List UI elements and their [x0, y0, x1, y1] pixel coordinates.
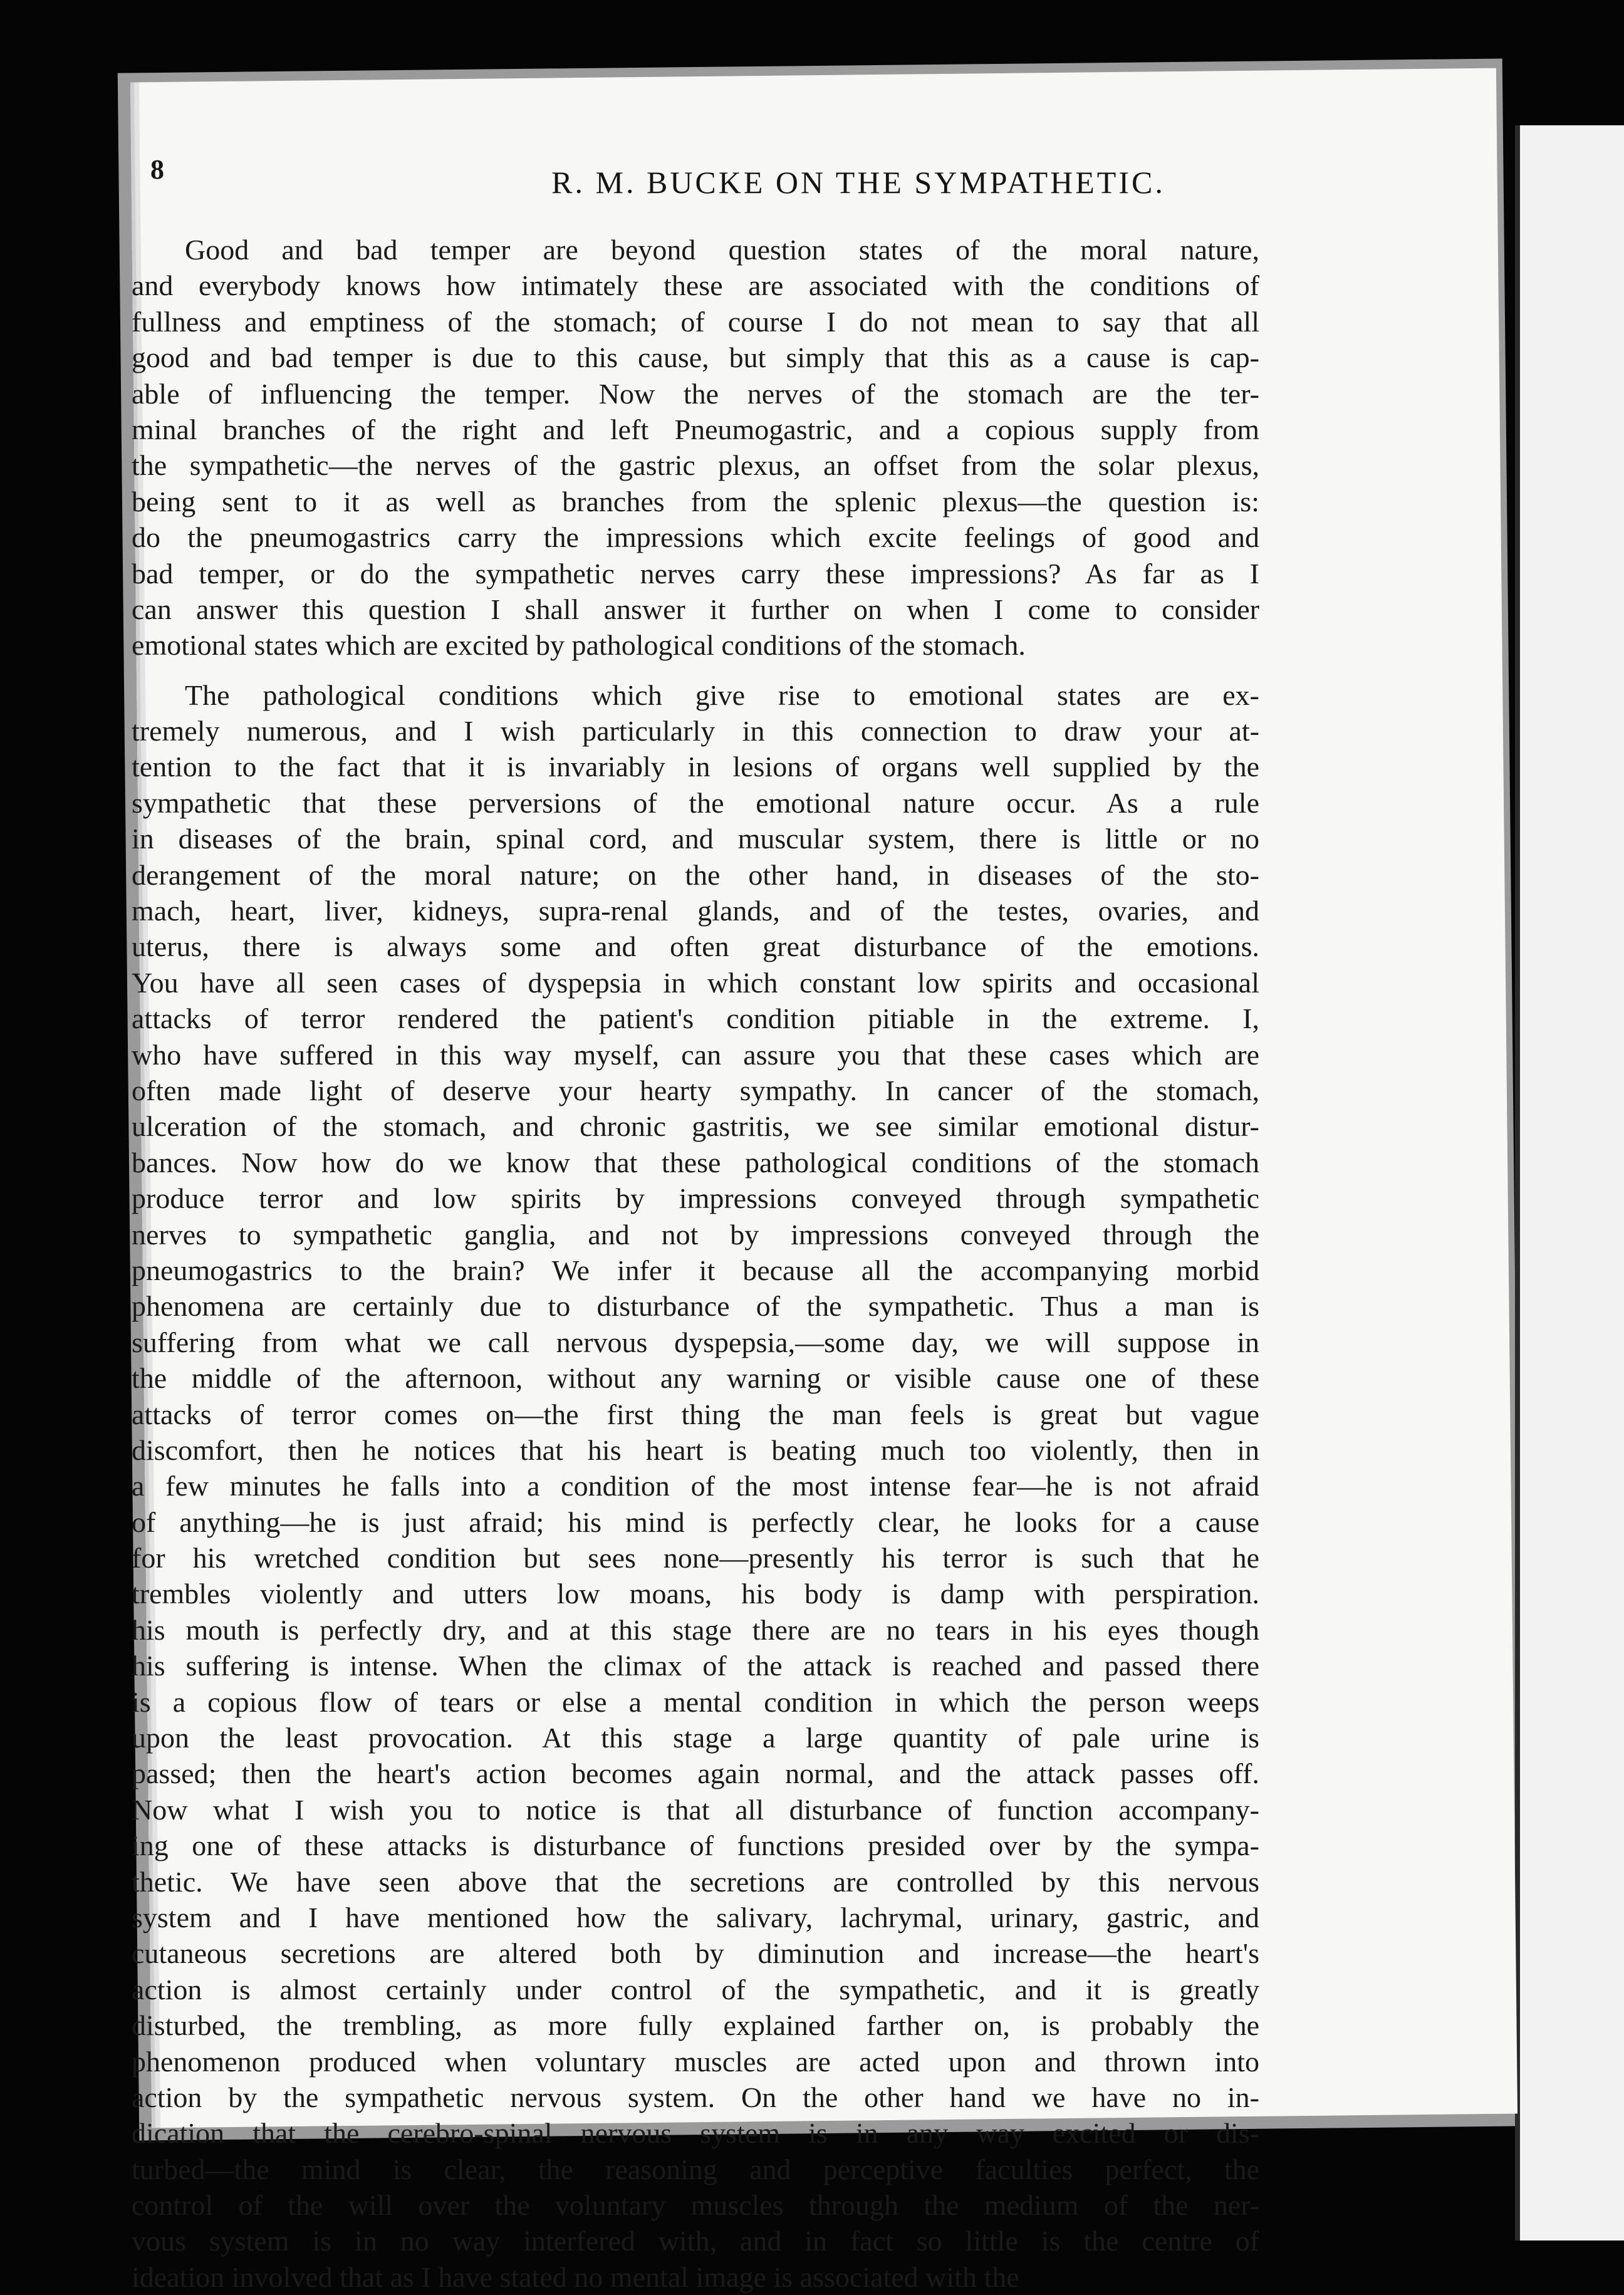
page-number: 8 — [150, 154, 164, 185]
paragraph — [132, 677, 1259, 2295]
text-line: sympathetic that these perversions of the emotional nature occur. As a rule — [132, 786, 1259, 819]
text-line: nerves to sympathetic ganglia, and not by impressions conveyed through the — [132, 1218, 1259, 1251]
text-line: Now what I wish you to notice is that all disturbance of function accompany- — [132, 1793, 1259, 1826]
running-head: R. M. BUCKE ON THE SYMPATHETIC. — [551, 165, 1165, 200]
text-line: uterus, there is always some and often great disturbance of the emotions. — [132, 930, 1259, 963]
text-line: upon the least provocation. At this stage a large quantity of pale urine is — [132, 1722, 1259, 1754]
text-line: fullness and emptiness of the stomach; of course I do not mean to say that all — [132, 305, 1259, 338]
text-line: his suffering is intense. When the climax of the attack is reached and passed there — [132, 1650, 1259, 1682]
text-line: control of the will over the voluntary muscles through the medium of the ner- — [132, 2189, 1259, 2222]
text-line: is a copious flow of tears or else a mental condition in which the person weeps — [132, 1685, 1259, 1718]
text-line: bances. Now how do we know that these pathological conditions of the stomach — [132, 1146, 1259, 1179]
text-line: dication that the cerebro-spinal nervous system is in any way excited or dis- — [132, 2117, 1259, 2150]
text-line: of anything—he is just afraid; his mind is perfectly clear, he looks for a cause — [132, 1506, 1259, 1538]
text-line: disturbed, the trembling, as more fully explained farther on, is probably the — [132, 2009, 1259, 2042]
text-line: tremely numerous, and I wish particularly in this connection to draw your at- — [132, 715, 1259, 747]
text-line: Good and bad temper are beyond question states of the moral nature, — [185, 234, 1259, 266]
text-line: action is almost certainly under control of the sympathetic, and it is greatly — [132, 1973, 1259, 2006]
text-line: pneumogastrics to the brain? We infer it because all the accompanying morbid — [132, 1254, 1259, 1286]
text-line: the sympathetic—the nerves of the gastric plexus, an offset from the solar plexus, — [132, 449, 1259, 482]
text-line: turbed—the mind is clear, the reasoning and perceptive faculties perfect, the — [132, 2153, 1259, 2185]
text-line: ideation involved that as I have stated no mental image is associated with the — [132, 2261, 1019, 2293]
text-line: can answer this question I shall answer it further on when I come to consider — [132, 593, 1259, 625]
text-line: being sent to it as well as branches from the splenic plexus—the question is: — [132, 485, 1259, 518]
text-line: vous system is in no way interfered with, and in fact so little is the centre of — [132, 2225, 1259, 2257]
text-line: often made light of deserve your hearty sympathy. In cancer of the stomach, — [132, 1074, 1259, 1106]
text-line: attacks of terror rendered the patient's condition pitiable in the extreme. I, — [132, 1002, 1259, 1035]
text-line: for his wretched condition but sees none—presently his terror is such that he — [132, 1542, 1259, 1574]
text-line: who have suffered in this way myself, can assure you that these cases which are — [132, 1038, 1259, 1071]
paragraph — [132, 232, 1259, 664]
text-line: bad temper, or do the sympathetic nerves carry these impressions? As far as I — [132, 557, 1259, 590]
text-line: action by the sympathetic nervous system. On the other hand we have no in- — [132, 2081, 1259, 2113]
text-line: thetic. We have seen above that the secretions are controlled by this nervous — [132, 1865, 1259, 1898]
text-line: You have all seen cases of dyspepsia in which constant low spirits and occasional — [132, 966, 1259, 999]
text-line: his mouth is perfectly dry, and at this stage there are no tears in his eyes though — [132, 1613, 1259, 1646]
text-line: phenomena are certainly due to disturbance of the sympathetic. Thus a man is — [132, 1290, 1259, 1323]
text-line: passed; then the heart's action becomes again normal, and the attack passes off. — [132, 1757, 1259, 1790]
text-line: able of influencing the temper. Now the nerves of the stomach are the ter- — [132, 377, 1259, 410]
text-line: ing one of these attacks is disturbance of functions presided over by the sympa- — [132, 1829, 1259, 1862]
text-line: the middle of the afternoon, without any warning or visible cause one of these — [132, 1362, 1259, 1395]
text-line: produce terror and low spirits by impressions conveyed through sympathetic — [132, 1182, 1259, 1215]
text-line: good and bad temper is due to this cause, but simply that this as a cause is cap- — [132, 341, 1259, 374]
body-text — [132, 232, 1259, 2295]
text-line: ulceration of the stomach, and chronic gastritis, we see similar emotional distur- — [132, 1110, 1259, 1143]
text-line: attacks of terror comes on—the first thing the man feels is great but vague — [132, 1398, 1259, 1430]
text-line: phenomenon produced when voluntary muscles are acted upon and thrown into — [132, 2045, 1259, 2078]
text-line: trembles violently and utters low moans, his body is damp with perspiration. — [132, 1578, 1259, 1610]
text-line: discomfort, then he notices that his heart is beating much too violently, then in — [132, 1434, 1259, 1466]
text-line: and everybody knows how intimately these are associated with the conditions of — [132, 269, 1259, 302]
text-line: tention to the fact that it is invariably in lesions of organs well supplied by the — [132, 751, 1259, 783]
text-line: a few minutes he falls into a condition of the most intense fear—he is not afraid — [132, 1470, 1259, 1502]
text-line: suffering from what we call nervous dyspepsia,—some day, we will suppose in — [132, 1326, 1259, 1358]
text-line: cutaneous secretions are altered both by diminution and increase—the heart's — [132, 1937, 1259, 1970]
text-line: system and I have mentioned how the salivary, lachrymal, urinary, gastric, and — [132, 1901, 1259, 1933]
text-line: emotional states which are excited by pathological conditions of the stomach. — [132, 629, 1026, 662]
text-line: minal branches of the right and left Pneumogastric, and a copious supply from — [132, 413, 1259, 445]
text-line: in diseases of the brain, spinal cord, and muscular system, there is little or no — [132, 823, 1259, 855]
adjacent-page-edge — [1515, 125, 1624, 2240]
text-line: The pathological conditions which give rise to emotional states are ex- — [185, 679, 1259, 711]
text-line: do the pneumogastrics carry the impressions which excite feelings of good and — [132, 521, 1259, 554]
paragraph-gap — [132, 664, 1259, 677]
text-line: derangement of the moral nature; on the other hand, in diseases of the sto- — [132, 858, 1259, 891]
text-line: mach, heart, liver, kidneys, supra-renal glands, and of the testes, ovaries, and — [132, 895, 1259, 927]
